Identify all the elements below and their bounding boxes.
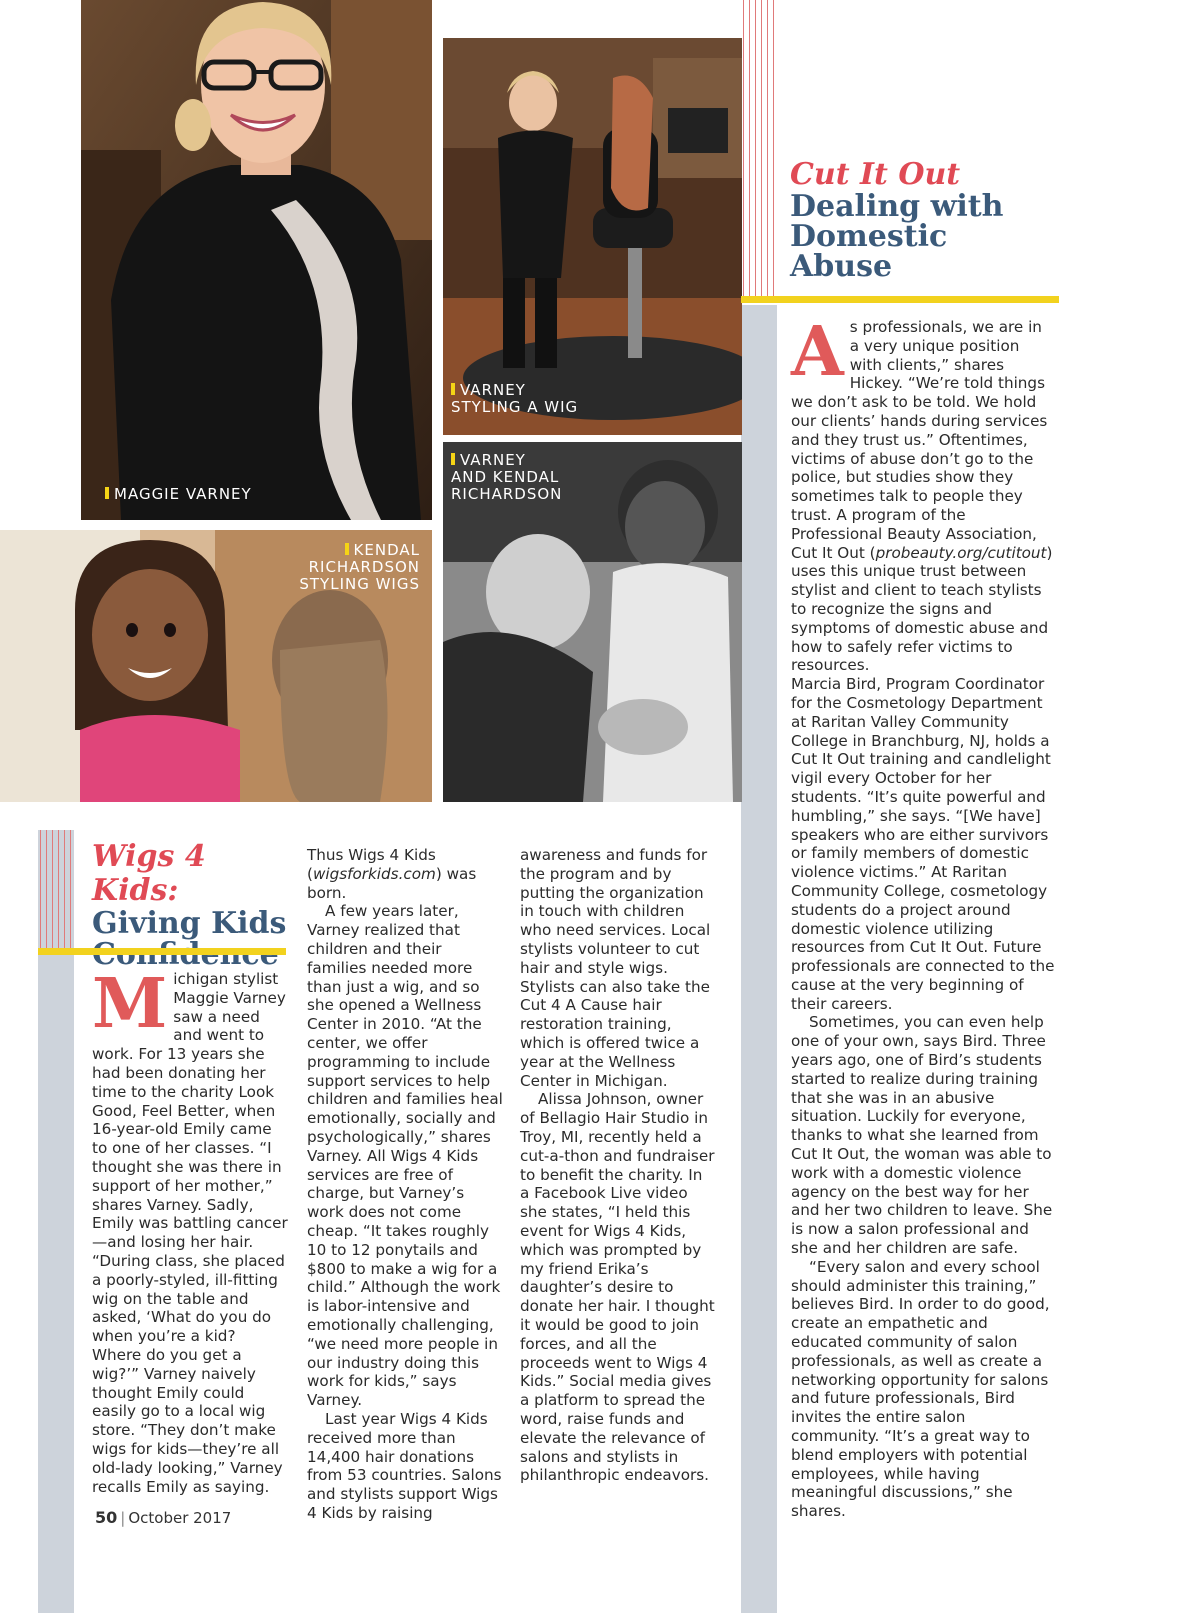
article1-kicker: Wigs 4 Kids:: [92, 839, 206, 908]
article1-paragraph: Last year Wigs 4 Kids received more than 14,400 hair donations from 53 countries. Salons and stylists support Wigs 4 Kids by raising: [307, 1409, 502, 1522]
caption-varney-kendal: [451, 452, 562, 503]
wigsforkids-link[interactable]: wigsforkids.com: [312, 864, 436, 883]
page-footer: [95, 1508, 231, 1527]
caption-text: AND KENDAL: [451, 468, 560, 486]
article2-headline-line1: Dealing with: [790, 189, 1004, 224]
caption-line-1: VARNEY: [451, 382, 578, 399]
text-run: Thus Wigs 4 Kids (: [307, 846, 436, 883]
article1-headline-line1: Giving Kids: [92, 906, 287, 941]
caption-kendal: [299, 542, 420, 593]
article2-paragraph: Sometimes, you can even help one of your own, says Bird. Three years ago, one of Bird’s students started to realize during training that she was in an abusive situation. Luckily for everyone, thanks to what she learned from Cut It Out, the woman was able to work with a domestic violence agency on the best way for her and her two children to leave. She is now a salon professional and she and her children are safe.: [791, 1013, 1053, 1258]
article1-paragraph: Alissa Johnson, owner of Bellagio Hair Studio in Troy, MI, recently held a cut-a-thon and fundraiser to benefit the charity. In a Facebook Live video she states, “I held this event for Wigs 4 Kids, which was prompted by my friend Erika’s daughter’s desire to donate her hair. I thought it would be good to join forces, and all the proceeds went to Wigs 4 Kids.” Social media gives a platform to spread the word, raise funds and elevate the relevance of salons and stylists in philanthropic endeavors.: [520, 1090, 715, 1485]
caption-marker: [345, 543, 349, 555]
issue-date: October 2017: [128, 1509, 232, 1527]
right-gray-band: [741, 305, 777, 1613]
caption-text: VARNEY: [460, 451, 526, 469]
caption-line-1: [451, 452, 562, 469]
caption-text: KENDAL: [353, 541, 420, 559]
caption-text: RICHARDSON: [451, 485, 563, 503]
text-run: ) was born.: [307, 864, 477, 902]
text-run: s professionals, we are in a very unique position with clients,” shares Hickey. “We’re told things we don’t ask to be told. We hold our clients’ hands during services and they trust us.” Oftentimes, victims of abuse don’t go to the police, but studies show they sometimes talk to people they trust. A program of the Professional Beauty Association, Cut It Out (: [791, 318, 1048, 562]
article1-yellow-rule: [38, 948, 286, 955]
article2-paragraph: “Every salon and every school should administer this training,” believes Bird. In order to do good, create an empathetic and educated community of salon professionals, as well as create a networking opportunity for salons and future professionals, Bird invites the entire salon community. “It’s a great way to blend employers with potential employees, while having meaningful discussions,” she shares.: [791, 1257, 1050, 1521]
photo-varney-and-kendal: [443, 442, 742, 802]
article2-headline-line3: Abuse: [790, 249, 893, 284]
text-run: ) uses this unique trust between stylist and client to teach stylists to recognize the signs and symptoms of domestic abuse and how to safely refer victims to resources.: [791, 543, 1053, 675]
article2-dropcap: A: [791, 312, 844, 392]
article1-paragraph: ichigan stylist Maggie Varney saw a need and went to work. For 13 years she had been donating her time to the charity Look Good, Feel Better, when 16-year-old Emily came to one of her classes. “I thought she was there in support of her mother,” shares Varney. Sadly, Emily was battling cancer—and losing her hair. “During class, she placed a poorly-styled, ill-fitting wig on the table and asked, ‘What do you do when you’re a kid? Where do you get a wig?’” Varney naively thought Emily could easily go to a local wig store. “They don’t make wigs for kids—they’re all old-lady looking,” Varney recalls Emily as saying.: [92, 970, 288, 1496]
article2-column: [791, 312, 1055, 1521]
photo-kendal-styling: [0, 530, 432, 802]
article2-stripes: [741, 0, 781, 298]
caption-marker: [451, 383, 455, 395]
caption-text: MAGGIE VARNEY: [114, 485, 252, 503]
article2-paragraph: Marcia Bird, Program Coordinator for the Cosmetology Department at Raritan Valley Community College in Branchburg, NJ, holds a Cut It Out training and candlelight vigil every October for her students. “It’s quite powerful and humbling,” she says. “[We have] speakers who are either survivors or family members of domestic violence victims.” At Raritan Community College, cosmetology students do a project around domestic violence utilizing resources from Cut It Out. Future professionals are connected to the cause at the very beginning of their careers.: [791, 675, 1055, 1013]
styling-illustration: [443, 38, 742, 435]
caption-marker: [451, 453, 455, 465]
page-number: 50: [95, 1508, 118, 1527]
article2-yellow-rule: [741, 296, 1059, 303]
caption-text: STYLING WIGS: [299, 575, 420, 593]
caption-line-2: STYLING A WIG: [451, 398, 579, 416]
portrait-illustration: [81, 0, 432, 520]
caption-line-1: [299, 542, 420, 559]
article2-kicker: Cut It Out: [790, 157, 961, 192]
probeauty-link[interactable]: probeauty.org/cutitout: [875, 543, 1047, 562]
caption-maggie-varney: [105, 486, 252, 503]
article1-column-3: [520, 846, 716, 1485]
caption-marker: [105, 487, 109, 499]
article1-stripes: [38, 830, 78, 950]
article1-paragraph: A few years later, Varney realized that children and their families needed more than just a wig, and so she opened a Wellness Center in 2010. “At the center, we offer programming to include support services to help children and families heal emotionally, socially and psychologically,” shares Varney. All Wigs 4 Kids services are free of charge, but Varney’s work does not come cheap. “It takes roughly 10 to 12 ponytails and $800 to make a wig for a child.” Although the work is labor-intensive and emotionally challenging, “we need more people in our industry doing this work for kids,” says Varney.: [307, 902, 503, 1410]
article1-column-2: [307, 846, 505, 1523]
photo-varney-styling: [443, 38, 742, 435]
caption-text: RICHARDSON: [308, 558, 420, 576]
article2-headline-line2: Domestic: [790, 219, 948, 254]
caption-varney-styling: [451, 382, 578, 416]
article1-column-1: [92, 964, 288, 1496]
footer-separator: |: [120, 1509, 126, 1527]
article1-dropcap: M: [92, 964, 168, 1044]
article2-headline-block: [790, 158, 1050, 282]
article1-paragraph: [307, 846, 505, 902]
photo-maggie-varney: [81, 0, 432, 520]
article1-paragraph: awareness and funds for the program and by putting the organization in touch with children who need services. Local stylists volunteer to cut hair and style wigs. Stylists can also take the Cut 4 A Cause hair restoration training, which is offered twice a year at the Wellness Center in Michigan.: [520, 846, 711, 1090]
